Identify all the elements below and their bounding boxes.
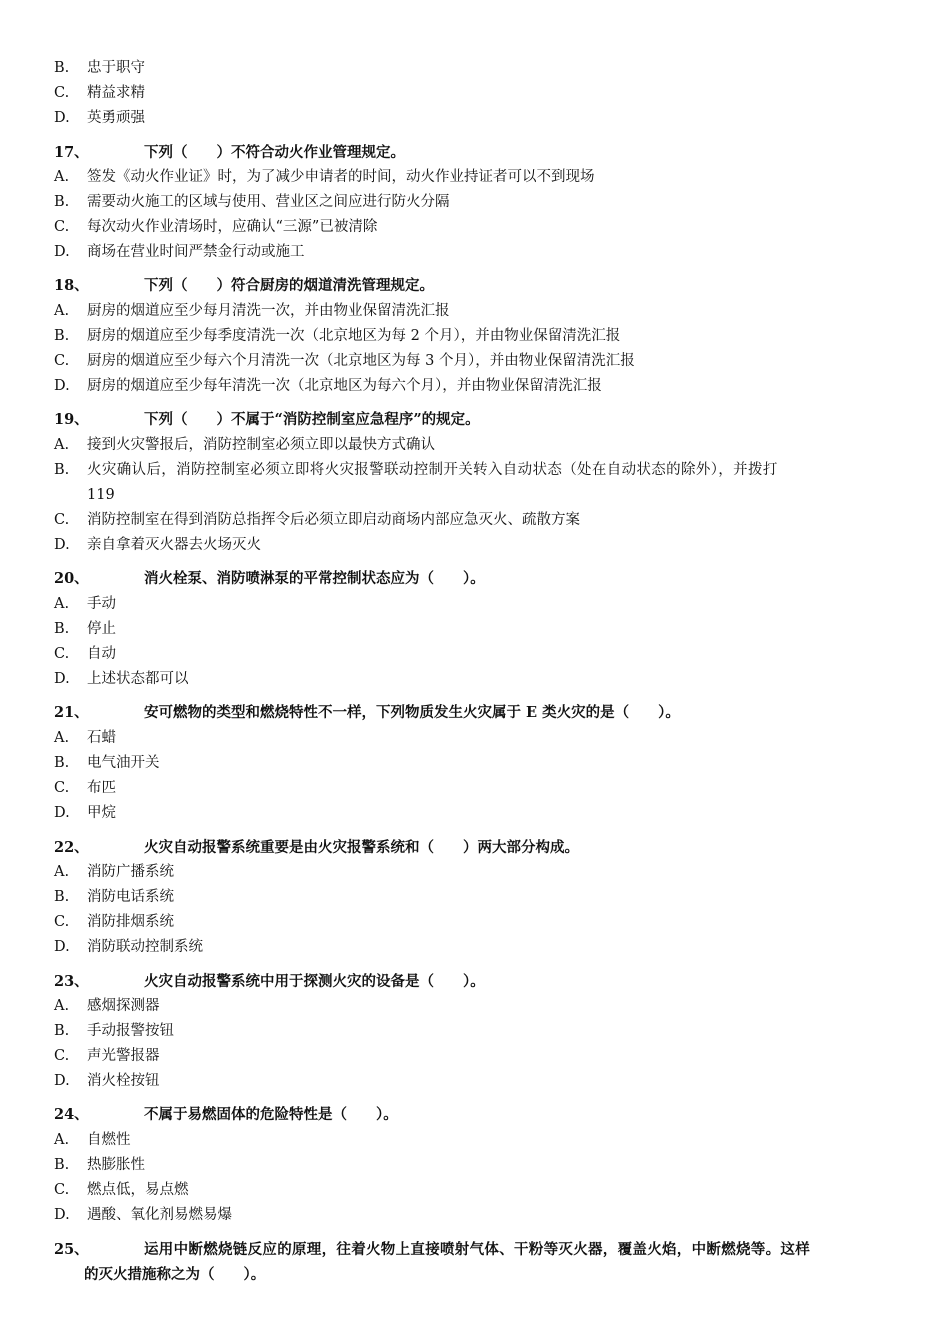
option-letter: D. — [54, 805, 70, 821]
question-line — [54, 569, 485, 589]
option-text: 忠于职守 — [87, 60, 145, 76]
option-letter: B. — [54, 60, 70, 76]
option-text: 手动 — [87, 596, 116, 612]
question-line — [54, 410, 480, 430]
option-letter: D. — [54, 110, 70, 126]
option-line — [54, 619, 116, 639]
option-letter: A. — [54, 730, 70, 746]
option-text: 每次动火作业清场时，应确认“三源”已被清除 — [87, 219, 378, 235]
option-letter: D. — [54, 939, 70, 955]
option-line — [54, 326, 620, 346]
option-letter: B. — [54, 194, 70, 210]
option-text: 亲自拿着灭火器去火场灭火 — [87, 537, 261, 553]
question-number: 18、 — [54, 277, 89, 294]
question-text: 运用中断燃烧链反应的原理，往着火物上直接喷射气体、干粉等灭火器，覆盖火焰，中断燃烧等。这样 — [144, 1241, 810, 1258]
option-line — [54, 435, 435, 455]
option-line — [54, 1155, 145, 1175]
option-letter: C. — [54, 914, 70, 930]
option-text: 感烟探测器 — [87, 998, 160, 1014]
option-letter: A. — [54, 864, 70, 880]
option-text: 自动 — [87, 646, 116, 662]
option-line — [54, 594, 116, 614]
option-line — [54, 510, 580, 530]
question-line — [54, 276, 434, 296]
question-line — [54, 972, 485, 992]
option-line — [54, 535, 261, 555]
option-text: 消防排烟系统 — [87, 914, 174, 930]
option-line — [54, 912, 174, 932]
option-text: 签发《动火作业证》时，为了减少申请者的时间，动火作业持证者可以不到现场 — [87, 169, 595, 185]
option-letter: D. — [54, 1207, 70, 1223]
option-line — [54, 58, 145, 78]
option-letter: C. — [54, 1182, 70, 1198]
option-letter: D. — [54, 671, 70, 687]
option-text: 厨房的烟道应至少每年清洗一次（北京地区为每六个月），并由物业保留清洗汇报 — [87, 378, 602, 394]
option-letter: C. — [54, 780, 70, 796]
option-text: 英勇顽强 — [87, 110, 145, 126]
option-letter: D. — [54, 244, 70, 260]
question-line — [54, 703, 680, 723]
option-text: 手动报警按钮 — [87, 1023, 174, 1039]
option-letter: C. — [54, 512, 70, 528]
option-text: 上述状态都可以 — [87, 671, 189, 687]
option-text: 电气油开关 — [87, 755, 160, 771]
option-letter: C. — [54, 85, 70, 101]
option-letter: B. — [54, 621, 70, 637]
option-letter: B. — [54, 1023, 70, 1039]
option-line — [54, 242, 305, 262]
option-line — [54, 351, 635, 371]
question-number: 17、 — [54, 144, 89, 161]
option-line — [54, 1071, 160, 1091]
option-text: 石蜡 — [87, 730, 116, 746]
option-text-continuation: 119 — [87, 487, 115, 503]
option-text: 停止 — [87, 621, 116, 637]
option-text: 消防广播系统 — [87, 864, 174, 880]
option-line — [54, 996, 160, 1016]
question-number: 20、 — [54, 570, 89, 587]
option-letter: A. — [54, 596, 70, 612]
option-letter: A. — [54, 1132, 70, 1148]
option-text: 甲烷 — [87, 805, 116, 821]
option-line — [54, 728, 116, 748]
option-text: 接到火灾警报后，消防控制室必须立即以最快方式确认 — [87, 437, 435, 453]
option-line — [54, 862, 174, 882]
question-line — [54, 838, 579, 858]
option-text: 消火栓按钮 — [87, 1073, 160, 1089]
option-letter: B. — [54, 1157, 70, 1173]
option-line — [54, 83, 145, 103]
option-line — [54, 1021, 174, 1041]
option-line — [54, 1180, 189, 1200]
option-line — [54, 1130, 131, 1150]
option-line — [54, 887, 174, 907]
question-number: 22、 — [54, 839, 89, 856]
question-text: 下列（ ）不符合动火作业管理规定。 — [144, 144, 405, 161]
option-line — [54, 644, 116, 664]
option-letter: B. — [54, 328, 70, 344]
option-line — [54, 108, 145, 128]
option-text: 自燃性 — [87, 1132, 131, 1148]
option-line — [54, 753, 160, 773]
option-letter: C. — [54, 219, 70, 235]
option-letter: C. — [54, 1048, 70, 1064]
option-text: 消防控制室在得到消防总指挥令后必须立即启动商场内部应急灭火、疏散方案 — [87, 512, 580, 528]
option-line — [54, 778, 116, 798]
question-text: 消火栓泵、消防喷淋泵的平常控制状态应为（ ）。 — [144, 570, 485, 587]
option-text: 热膨胀性 — [87, 1157, 145, 1173]
option-text: 布匹 — [87, 780, 116, 796]
option-line — [54, 669, 189, 689]
option-text: 消防联动控制系统 — [87, 939, 203, 955]
option-letter: A. — [54, 169, 70, 185]
option-text: 燃点低，易点燃 — [87, 1182, 189, 1198]
option-text: 遇酸、氧化剂易燃易爆 — [87, 1207, 232, 1223]
question-text: 安可燃物的类型和燃烧特性不一样，下列物质发生火灾属于 E 类火灾的是（ ）。 — [144, 704, 680, 721]
option-text: 厨房的烟道应至少每月清洗一次，并由物业保留清洗汇报 — [87, 303, 450, 319]
option-text: 精益求精 — [87, 85, 145, 101]
question-text: 下列（ ）符合厨房的烟道清洗管理规定。 — [144, 277, 434, 294]
option-letter: D. — [54, 1073, 70, 1089]
option-letter: A. — [54, 998, 70, 1014]
option-letter: D. — [54, 378, 70, 394]
question-text: 火灾自动报警系统重要是由火灾报警系统和（ ）两大部分构成。 — [144, 839, 579, 856]
question-text-continuation: 的灭火措施称之为（ ）。 — [84, 1266, 266, 1283]
question-number: 19、 — [54, 411, 89, 428]
option-line — [54, 803, 116, 823]
option-letter: B. — [54, 462, 70, 478]
question-number: 24、 — [54, 1106, 89, 1123]
option-line — [54, 217, 377, 237]
option-text: 火灾确认后，消防控制室必须立即将火灾报警联动控制开关转入自动状态（处在自动状态的除外），并拨打 — [87, 462, 778, 478]
option-line — [54, 301, 450, 321]
question-text: 下列（ ）不属于“消防控制室应急程序”的规定。 — [144, 411, 480, 428]
question-number: 21、 — [54, 704, 89, 721]
option-letter: B. — [54, 889, 70, 905]
question-line — [54, 143, 405, 163]
option-line — [54, 1046, 160, 1066]
option-text: 厨房的烟道应至少每季度清洗一次（北京地区为每 2 个月），并由物业保留清洗汇报 — [87, 328, 621, 344]
option-line — [54, 460, 778, 480]
option-letter: B. — [54, 755, 70, 771]
question-line — [54, 1105, 398, 1125]
question-text: 不属于易燃固体的危险特性是（ ）。 — [144, 1106, 398, 1123]
option-text: 声光警报器 — [87, 1048, 160, 1064]
option-line — [54, 192, 450, 212]
option-letter: C. — [54, 646, 70, 662]
option-letter: D. — [54, 537, 70, 553]
question-line — [54, 1240, 810, 1260]
option-line — [54, 1205, 232, 1225]
option-letter: C. — [54, 353, 70, 369]
option-text: 需要动火施工的区域与使用、营业区之间应进行防火分隔 — [87, 194, 450, 210]
option-line — [54, 167, 595, 187]
option-text: 厨房的烟道应至少每六个月清洗一次（北京地区为每 3 个月），并由物业保留清洗汇报 — [87, 353, 635, 369]
option-letter: A. — [54, 303, 70, 319]
option-text: 商场在营业时间严禁金行动或施工 — [87, 244, 305, 260]
option-line — [54, 937, 203, 957]
option-text: 消防电话系统 — [87, 889, 174, 905]
question-number: 23、 — [54, 973, 89, 990]
question-text: 火灾自动报警系统中用于探测火灾的设备是（ ）。 — [144, 973, 485, 990]
option-line — [54, 376, 602, 396]
question-number: 25、 — [54, 1241, 89, 1258]
option-letter: A. — [54, 437, 70, 453]
